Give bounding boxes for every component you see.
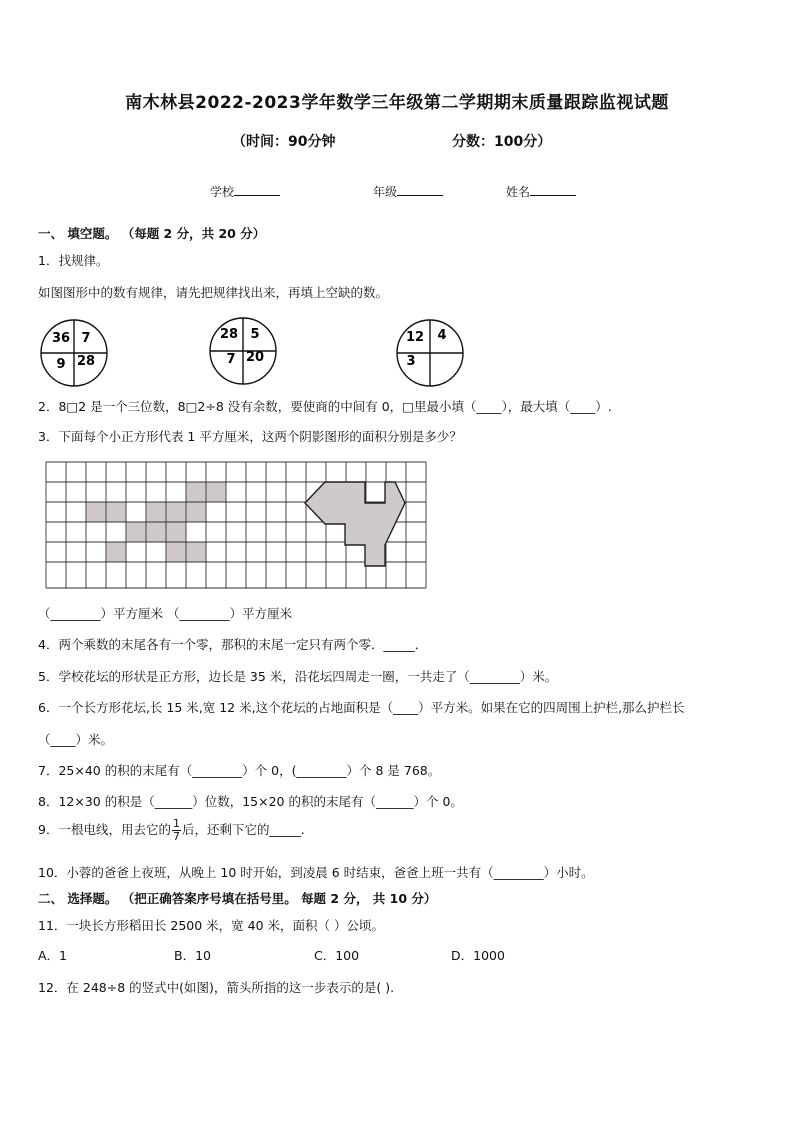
circle2-top-right: 5 (250, 327, 260, 342)
shaded-square (146, 502, 166, 522)
shaded-square (106, 502, 126, 522)
shaded-square (206, 482, 226, 502)
circle2-bottom-left: 7 (226, 352, 236, 367)
q9-fraction (172, 818, 181, 843)
q9-numerator: 1 (172, 817, 180, 830)
q6-text-line1: 6．一个长方形花坛,长 15 米,宽 12 米,这个花坛的占地面积是（____）平方米。如果在它的四周围上护栏,那么护栏长 (38, 700, 685, 715)
pattern-circle-1 (38, 318, 114, 390)
school-label: 学校 (210, 185, 235, 199)
q10-text: 10．小蓉的爸爸上夜班，从晚上 10 时开始，到凌晨 6 时结束，爸爸上班一共有（________）小时。 (38, 865, 594, 880)
shaded-square (86, 502, 106, 522)
circle3-bottom-left: 3 (406, 354, 416, 369)
grade-blank (397, 184, 443, 196)
right-shaded-shape (305, 482, 405, 566)
q6-text-line2: （____）米。 (38, 732, 114, 747)
grade-field (373, 183, 443, 200)
shaded-square (166, 502, 186, 522)
circle3-top-left: 12 (405, 330, 425, 345)
q4-text: 4．两个乘数的末尾各有一个零，那积的末尾一定只有两个零．_____． (38, 637, 428, 652)
circle1-top-left: 36 (51, 331, 71, 346)
circle1-bottom-right: 28 (76, 354, 96, 369)
shaded-square (186, 542, 206, 562)
q9-prefix: 9．一根电线，用去它的 (38, 822, 171, 837)
shaded-square (166, 542, 186, 562)
score-label: 分数：100分） (452, 134, 552, 150)
q9-text (38, 818, 305, 843)
circle1-bottom-left: 9 (56, 357, 66, 372)
q1-description: 如图图形中的数有规律，请先把规律找出来，再填上空缺的数。 (38, 285, 389, 300)
school-blank (234, 184, 280, 196)
q11-option-d: D．1000 (451, 948, 505, 963)
q11-option-a: A．1 (38, 948, 68, 963)
q9-denominator: 7 (172, 830, 180, 843)
page-title: 南木林县2022-2023学年数学三年级第二学期期末质量跟踪监视试题 (125, 93, 669, 113)
shaded-square (186, 482, 206, 502)
circle2-bottom-right: 20 (245, 350, 265, 365)
name-field (506, 183, 576, 200)
shaded-square (186, 502, 206, 522)
shaded-square (126, 522, 146, 542)
q2-text: 2．8□2 是一个三位数，8□2÷8 没有余数，要使商的中间有 0，□里最小填（____），最大填（____）. (38, 399, 612, 414)
q8-text: 8．12×30 的积是（______）位数，15×20 的积的末尾有（______）个 0。 (38, 794, 463, 809)
circle3-top-right: 4 (437, 328, 447, 343)
q11-option-c: C．100 (314, 948, 360, 963)
time-label: （时间：90分钟 (232, 134, 336, 150)
q11-option-b: B．10 (174, 948, 211, 963)
q1-text: 1．找规律。 (38, 253, 109, 268)
name-label: 姓名 (506, 185, 531, 199)
grade-label: 年级 (373, 185, 398, 199)
q11-text: 11．一块长方形稻田长 2500 米，宽 40 米，面积（ ）公顷。 (38, 918, 384, 933)
pattern-circle-2 (207, 316, 283, 388)
shaded-square (166, 522, 186, 542)
section1-heading: 一、 填空题。 （每题 2 分，共 20 分） (38, 226, 266, 241)
pattern-circle-3 (394, 318, 470, 390)
section2-heading: 二、 选择题。 （把正确答案序号填在括号里。 每题 2 分， 共 10 分） (38, 891, 437, 906)
area-grid-figure (45, 461, 429, 593)
q9-suffix: 后，还剩下它的_____. (181, 822, 305, 837)
q5-text: 5．学校花坛的形状是正方形，边长是 35 米，沿花坛四周走一圈，一共走了（________）米。 (38, 669, 558, 684)
circle1-top-right: 7 (81, 331, 91, 346)
q3-answer: （________）平方厘米 （________）平方厘米 (38, 606, 292, 621)
circle2-top-left: 28 (219, 327, 239, 342)
q12-text: 12．在 248÷8 的竖式中(如图)，箭头所指的这一步表示的是( ). (38, 980, 395, 995)
shaded-square (106, 542, 126, 562)
q7-text: 7．25×40 的积的末尾有（________）个 0，(________）个 8 是 768。 (38, 763, 441, 778)
name-blank (530, 184, 576, 196)
shaded-square (146, 522, 166, 542)
q3-text: 3．下面每个小正方形代表 1 平方厘米，这两个阴影图形的面积分别是多少？ (38, 429, 462, 444)
school-field (210, 183, 280, 200)
